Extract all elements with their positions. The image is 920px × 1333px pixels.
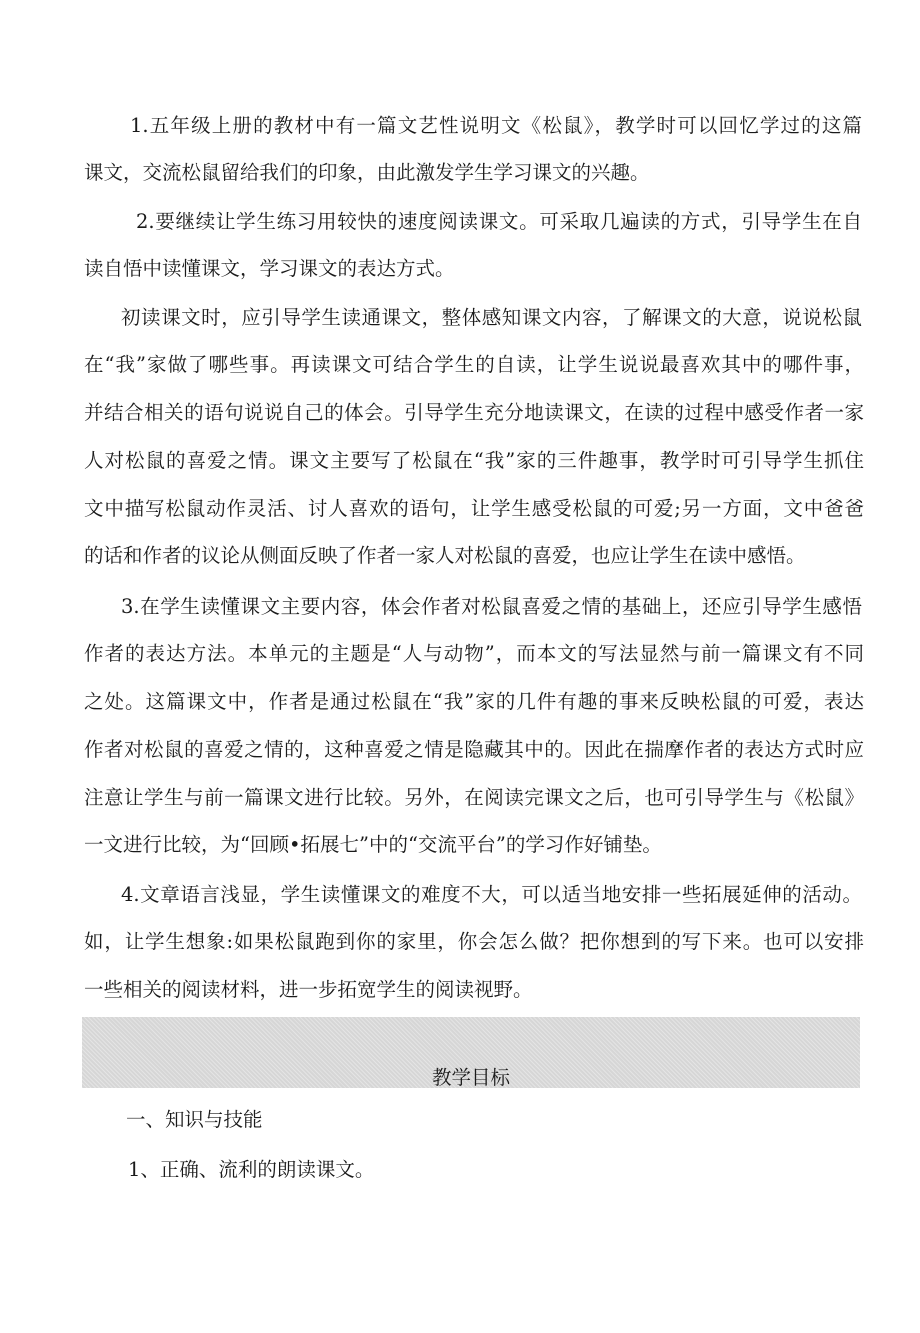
para3-line6: 的话和作者的议论从侧面反映了作者一家人对松鼠的喜爱，也应让学生在读中感悟。 — [84, 544, 806, 567]
para4-line4: 作者对松鼠的喜爱之情的，这种喜爱之情是隐藏其中的。因此在揣摩作者的表达方式时应 — [84, 738, 864, 761]
para3-line4: 人对松鼠的喜爱之情。课文主要写了松鼠在“我”家的三件趣事，教学时可引导学生抓住 — [84, 449, 864, 472]
para2-line2: 读自悟中读懂课文，学习课文的表达方式。 — [84, 257, 455, 280]
para1-line2: 课文，交流松鼠留给我们的印象，由此激发学生学习课文的兴趣。 — [84, 161, 650, 184]
para4-line6: 一文进行比较，为“回顾•拓展七”中的“交流平台”的学习作好铺垫。 — [84, 833, 662, 856]
para4-line5: 注意让学生与前一篇课文进行比较。另外，在阅读完课文之后，也可引导学生与《松鼠》 — [84, 786, 864, 809]
para4-line3: 之处。这篇课文中，作者是通过松鼠在“我”家的几件有趣的事来反映松鼠的可爱，表达 — [84, 690, 864, 713]
para5-line1: 4.文章语言浅显，学生读懂课文的难度不大，可以适当地安排一些拓展延伸的活动。 — [121, 883, 862, 906]
para3-line3: 并结合相关的语句说说自己的体会。引导学生充分地读课文，在读的过程中感受作者一家 — [84, 401, 864, 424]
para3-line5: 文中描写松鼠动作灵活、讨人喜欢的语句，让学生感受松鼠的可爱;另一方面，文中爸爸 — [84, 497, 864, 520]
para4-line2: 作者的表达方法。本单元的主题是“人与动物”，而本文的写法显然与前一篇课文有不同 — [84, 642, 864, 665]
objective-item-1: 1、正确、流利的朗读课文。 — [128, 1158, 375, 1181]
para2-line1: 2.要继续让学生练习用较快的速度阅读课文。可采取几遍读的方式，引导学生在自 — [136, 210, 862, 233]
para3-line2: 在“我”家做了哪些事。再读课文可结合学生的自读，让学生说说最喜欢其中的哪件事， — [84, 353, 864, 376]
section-header-band — [82, 1017, 860, 1088]
para4-line1: 3.在学生读懂课文主要内容，体会作者对松鼠喜爱之情的基础上，还应引导学生感悟 — [121, 595, 862, 618]
section-subheading: 一、知识与技能 — [126, 1108, 263, 1131]
para3-line1: 初读课文时，应引导学生读通课文，整体感知课文内容，了解课文的大意，说说松鼠 — [121, 306, 862, 329]
para1-line1: 1.五年级上册的教材中有一篇文艺性说明文《松鼠》，教学时可以回忆学过的这篇 — [130, 114, 862, 137]
para5-line2: 如，让学生想象:如果松鼠跑到你的家里，你会怎么做？把你想到的写下来。也可以安排 — [84, 930, 864, 953]
section-title: 教学目标 — [431, 1066, 510, 1089]
para5-line3: 一些相关的阅读材料，进一步拓宽学生的阅读视野。 — [84, 978, 533, 1001]
